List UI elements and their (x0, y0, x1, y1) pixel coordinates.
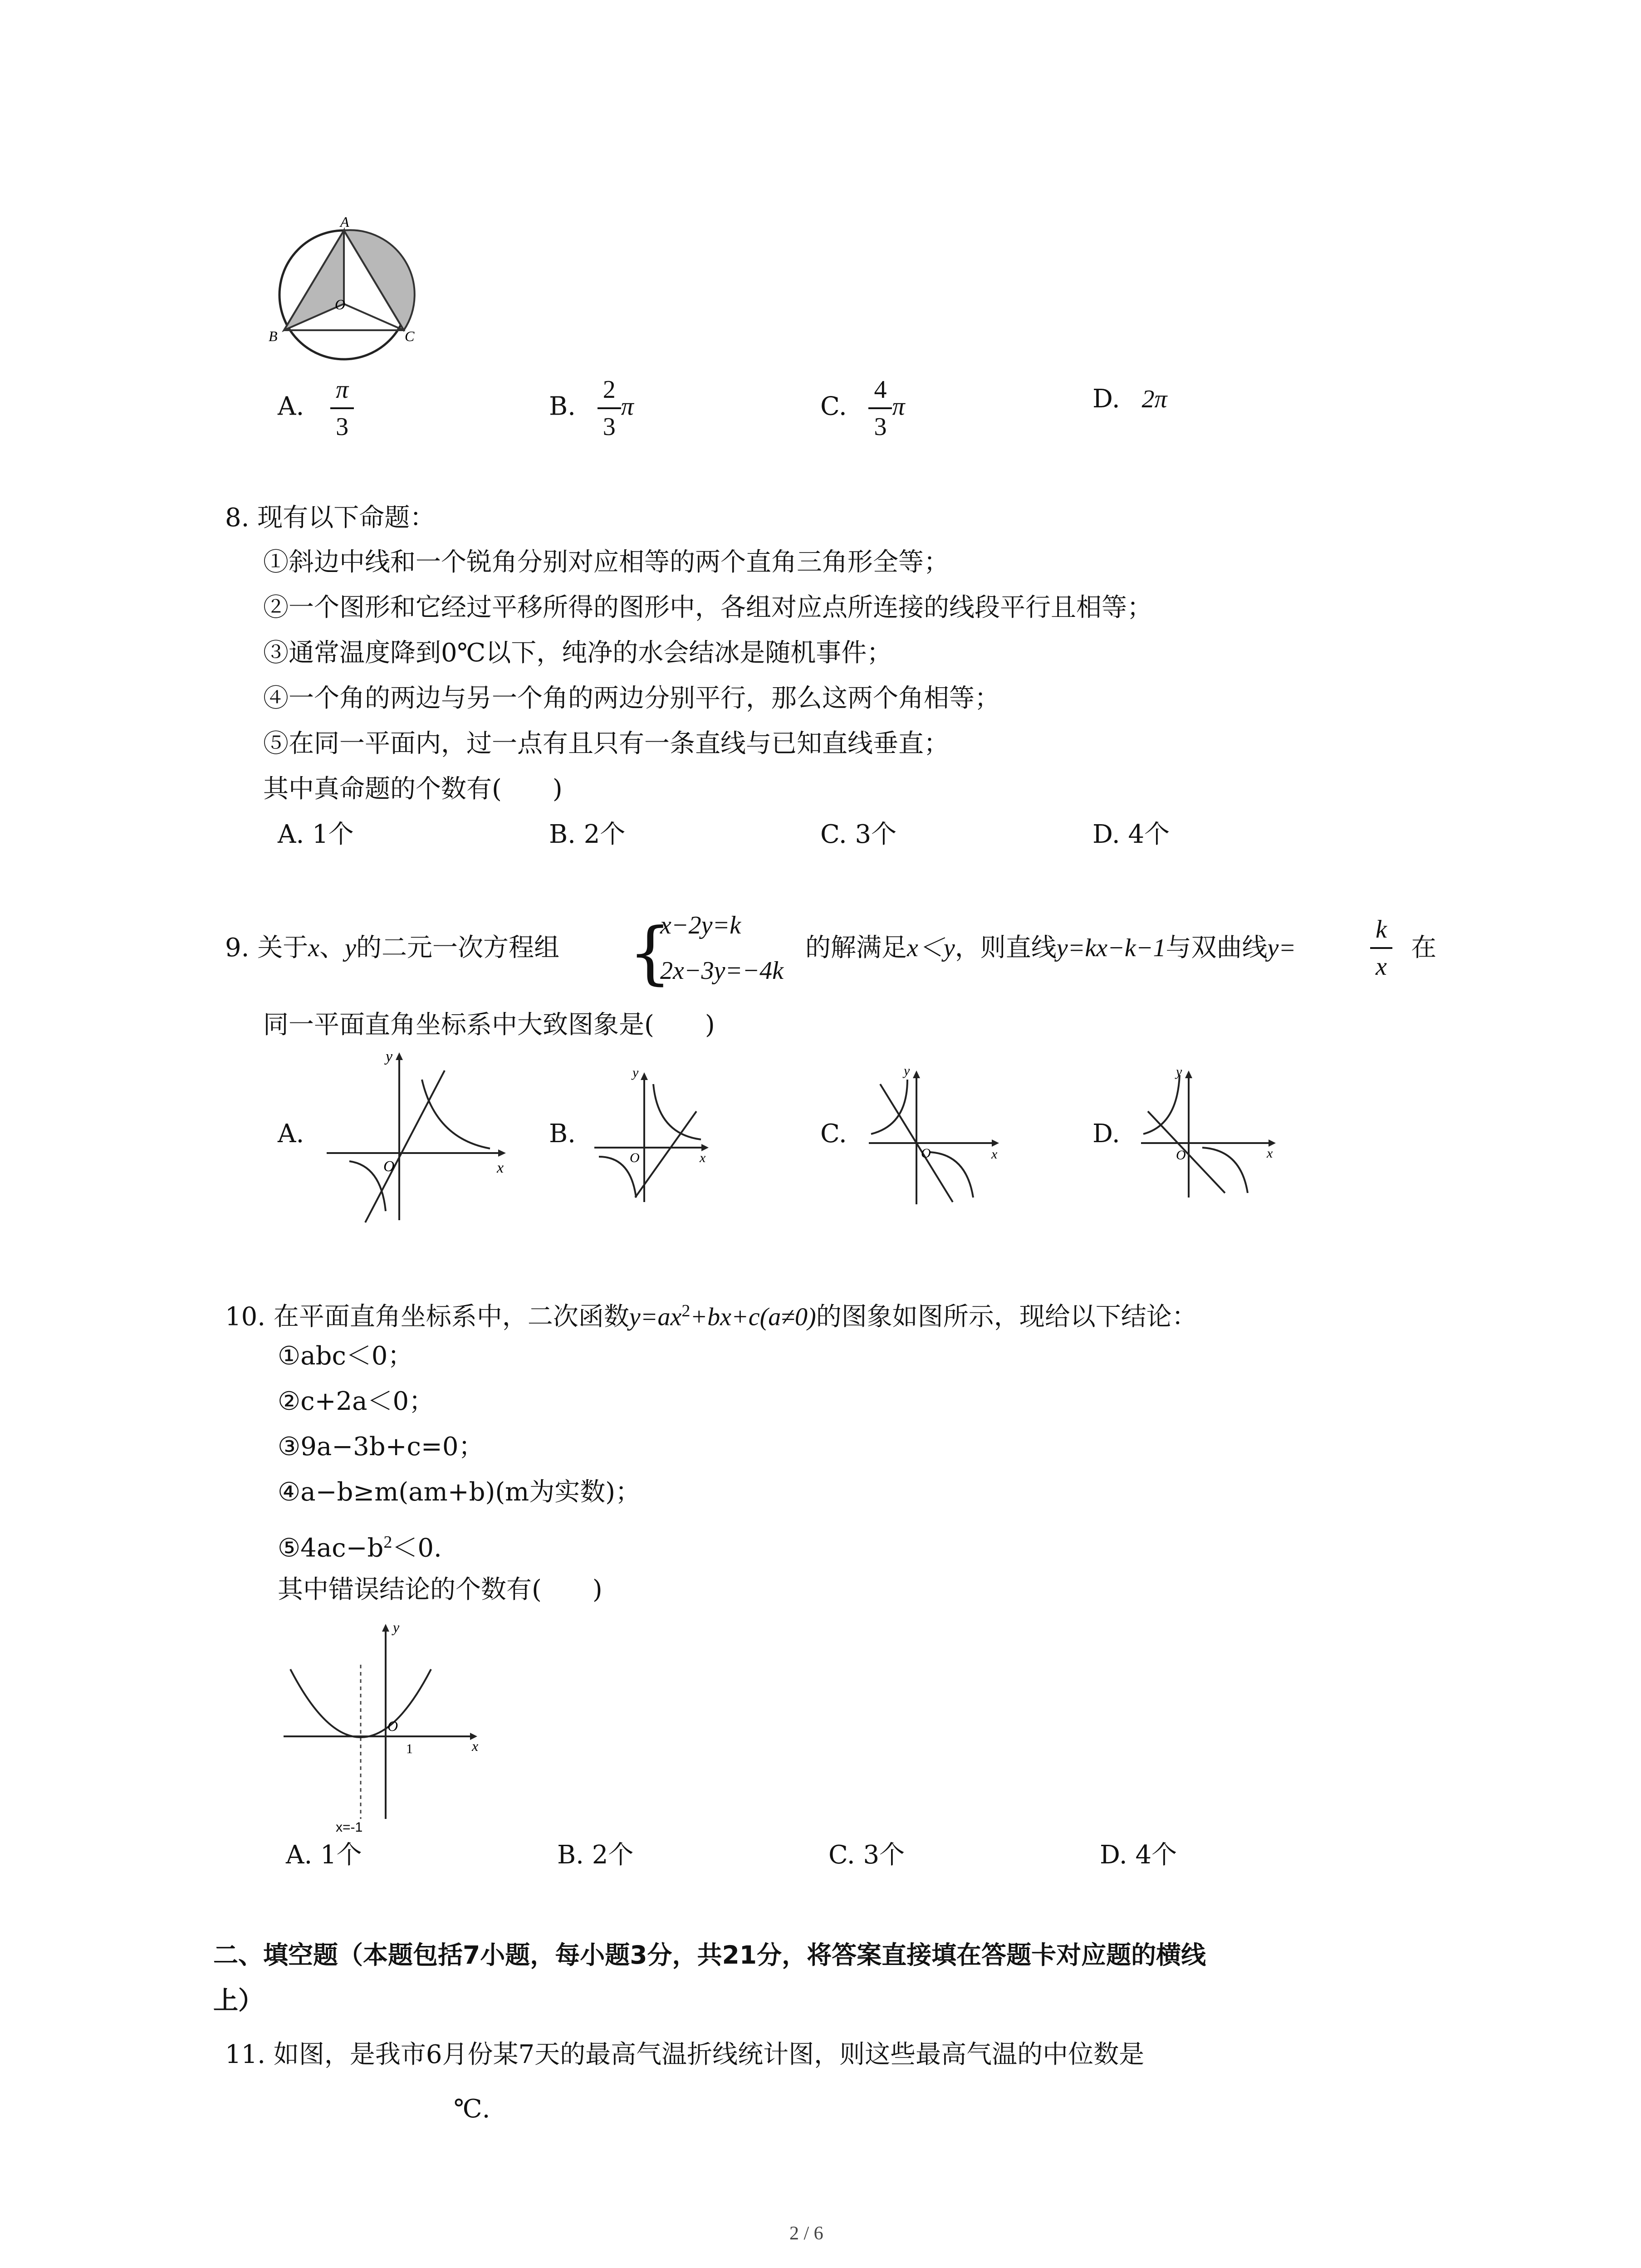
svg-text:O: O (1176, 1148, 1186, 1163)
page-number: 2 / 6 (789, 2223, 823, 2244)
q9-graph-a[interactable] (318, 1043, 517, 1225)
q8-item-1: ①斜边中线和一个锐角分别对应相等的两个直角三角形全等； (263, 547, 949, 577)
q9-equation-brace: { (628, 914, 672, 992)
svg-text:y: y (632, 1065, 639, 1080)
q10-option-c[interactable]: C. 3个 (828, 1840, 905, 1870)
svg-text:y: y (393, 1619, 400, 1635)
section-heading: 二、填空题（本题包括7小题，每小题3分，共21分，将答案直接填在答题卡对应题的横线 (213, 1941, 1206, 1970)
q11-stem: 11. 如图，是我市6月份某7天的最高气温折线统计图，则这些最高气温的中位数是 (225, 2040, 1145, 2069)
svg-text:O: O (387, 1718, 398, 1734)
q11-unit: ℃. (454, 2094, 490, 2124)
q8-option-b[interactable]: B. 2个 (549, 820, 626, 849)
q9-stem-line2: 同一平面直角坐标系中大致图象是( ) (263, 1010, 715, 1040)
svg-text:1: 1 (406, 1741, 413, 1756)
svg-text:x=-1: x=-1 (336, 1820, 363, 1835)
q9-stem-end: 在 (1411, 933, 1436, 963)
q9-hyperbola-fraction: $\frac{k}{x}$ (1370, 912, 1392, 984)
svg-text:O: O (383, 1158, 395, 1175)
svg-text:O: O (630, 1150, 640, 1165)
q7-label-c: C (405, 328, 415, 344)
svg-text:y: y (1176, 1064, 1182, 1079)
q8-option-d[interactable]: D. 4个 (1092, 820, 1170, 849)
svg-text:y: y (386, 1048, 393, 1065)
svg-text:x: x (1267, 1146, 1273, 1161)
q10-stem: 10. 在平面直角坐标系中，二次函数$y=ax^2+bx+c(a\ne 0)$的图象如图所示，现给以下结论： (225, 1301, 1197, 1332)
q8-stem: 8. 现有以下命题： (225, 503, 436, 533)
q7-label-b: B (269, 328, 278, 344)
q9-equation-1: x−2y=k (660, 911, 741, 939)
q8-item-5: ⑤在同一平面内，过一点有且只有一条直线与已知直线垂直； (263, 729, 949, 758)
q10-parabola-graph (277, 1615, 490, 1842)
q7-option-d[interactable]: D. 2π (1092, 384, 1167, 414)
q7-circle-figure (268, 213, 422, 363)
q8-item-2: ②一个图形和它经过平移所得的图形中，各组对应点所连接的线段平行且相等； (263, 593, 1152, 622)
q7-option-a[interactable]: A. $\frac{\pi}{3}$ (278, 372, 354, 445)
q9-option-d-letter[interactable]: D. (1092, 1119, 1120, 1149)
q7-option-b[interactable]: B. $\frac{2}{3}$ π (549, 372, 634, 445)
q9-stem-condition: 的解满足x＜y，则直线y=kx−k−1与双曲线y= (805, 933, 1296, 963)
q9-option-b-letter[interactable]: B. (549, 1119, 576, 1149)
svg-text:y: y (904, 1063, 910, 1078)
q8-item-3: ③通常温度降到0℃以下，纯净的水会结冰是随机事件； (263, 638, 892, 668)
q8-option-c[interactable]: C. 3个 (820, 820, 897, 849)
q10-option-b[interactable]: B. 2个 (557, 1840, 634, 1870)
q9-graph-b[interactable] (585, 1061, 721, 1207)
q10-question: 其中错误结论的个数有( ) (278, 1575, 603, 1604)
q10-item-4: ④a−b≥m(am+b)(m为实数)； (278, 1477, 641, 1507)
q9-option-c-letter[interactable]: C. (820, 1119, 847, 1149)
svg-text:x: x (991, 1147, 998, 1162)
svg-text:x: x (700, 1150, 706, 1165)
q10-option-a[interactable]: A. 1个 (286, 1840, 362, 1870)
q8-option-a[interactable]: A. 1个 (278, 820, 354, 849)
q10-item-5: $⑤4ac-b^2<0$. (278, 1533, 442, 1563)
q9-graph-c[interactable] (862, 1061, 1007, 1207)
q9-option-a-letter[interactable]: A. (278, 1119, 304, 1149)
q10-item-2: ②c+2a＜0； (278, 1387, 435, 1416)
svg-text:O: O (921, 1146, 931, 1161)
q7-label-a: A (340, 214, 349, 230)
section-heading-line2: 上） (213, 1986, 264, 2015)
q10-option-d[interactable]: D. 4个 (1100, 1840, 1177, 1870)
q7-label-o: O (335, 296, 346, 313)
q8-item-4: ④一个角的两边与另一个角的两边分别平行，那么这两个角相等； (263, 684, 1000, 713)
q9-stem: 9. 关于x、y的二元一次方程组 (225, 933, 559, 963)
q8-question: 其中真命题的个数有( ) (263, 774, 563, 804)
q10-item-1: ①abc＜0； (278, 1341, 413, 1371)
svg-text:x: x (497, 1159, 504, 1176)
q10-item-3: ③9a−3b+c=0； (278, 1432, 484, 1461)
q9-graph-d[interactable] (1134, 1057, 1288, 1202)
q9-equation-2: 2x−3y=−4k (660, 957, 784, 985)
q7-option-c[interactable]: C. $\frac{4}{3}$ π (820, 372, 905, 445)
svg-text:x: x (472, 1738, 479, 1754)
